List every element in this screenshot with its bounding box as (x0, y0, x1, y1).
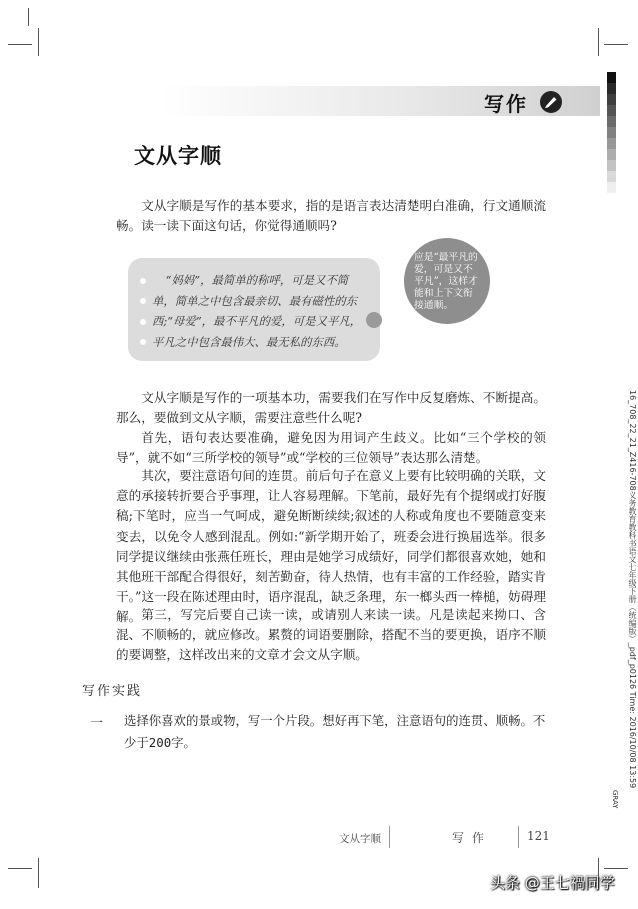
footer-divider (518, 826, 519, 848)
crop-mark (28, 8, 29, 26)
crop-mark (604, 44, 628, 45)
crop-mark (8, 868, 32, 869)
print-slug: 16_708_22_21_Z416-708义务教育教科书语文七年级下册（统编版）_pdf_p0126 Time: 2016/10/08 13:59 (628, 390, 637, 789)
lesson-title: 文从字顺 (134, 143, 222, 168)
page-number: 121 (527, 829, 550, 843)
color-swatch (607, 149, 616, 160)
example-line: 平凡之中包含最伟大、最无私的东西。 (152, 334, 346, 349)
exercise-text: 选择你喜欢的景或物，写一个片段。想好再下笔，注意语句的连贯、顺畅。不少于200字。 (124, 713, 546, 750)
color-swatch (607, 182, 616, 193)
crop-mark (604, 868, 628, 869)
color-swatch (607, 72, 616, 83)
footer-divider (389, 826, 390, 848)
bullet-dot (140, 298, 146, 304)
example-line: 单，简单之中包含最亲切、最有磁性的东 (152, 293, 358, 308)
body-paragraph: 其次，要注意语句间的连贯。前后句子在意义上要有比较明确的关联，文意的承接转折要合乎事理，让人容易理解。下笔前，最好先有个提纲或打好腹稿;下笔时，应当一气呵成，避免断断续续;叙述的人称或角度也不要随意变来变去，以免令人感到混乱。例如:“新学期开始了，班委会进行换届选举。很多同学提议继续由张燕任班长，理由是她学习成绩好，同学们都很喜欢她，她和其他班干部配合得很好，刻苦勤奋，待人热情，也有丰富的工作经验，踏实肯干。”这一段在陈述理由时，语序混乱，缺乏条理，东一榔头西一棒槌，妨碍理解。 (116, 468, 546, 625)
intro-paragraph: 文从字顺是写作的基本要求，指的是语言表达清楚明白准确，行文通顺流畅。读一读下面这句话，你觉得通顺吗? (116, 198, 546, 234)
gray-tag: GRAY (611, 790, 619, 809)
footer-section: 写作 (452, 831, 493, 845)
crop-mark (8, 44, 32, 45)
crop-mark (38, 858, 39, 888)
thought-bubble-small (366, 312, 382, 328)
exercise-number: 一 (90, 716, 104, 731)
example-line: 西;“母爱”，最不平凡的爱，可是又平凡， (152, 314, 362, 328)
color-swatch (607, 83, 616, 94)
color-swatch (607, 160, 616, 171)
watermark: 头条 @王七禍同学 (490, 874, 615, 892)
color-swatch (607, 116, 616, 127)
crop-mark (38, 28, 39, 56)
example-line: “妈妈”，最简单的称呼，可是又不简 (165, 273, 349, 287)
example-sentence (152, 270, 367, 352)
body-paragraph: 第三，写完后要自己读一读，或请别人来读一读。凡是读起来拗口、含混、不顺畅的，就应修改。累赘的词语要删除，搭配不当的要更换，语序不顺的要调整，这样改出来的文章才会文从字顺。 (116, 607, 546, 663)
color-swatch (607, 105, 616, 116)
bullet-dot (140, 319, 146, 325)
color-calibration-bar (607, 72, 616, 193)
color-swatch (607, 138, 616, 149)
color-swatch (607, 127, 616, 138)
bullet-dot (140, 339, 146, 345)
bubble-hint: 应是“最平凡的爱，可是又不平凡”，这样才能和上下文衔接通顺。 (414, 252, 478, 311)
color-swatch (607, 171, 616, 182)
body-paragraph: 文从字顺是写作的一项基本功，需要我们在写作中反复磨炼、不断提高。那么，要做到文从字顺，需要注意些什么呢? (116, 390, 546, 426)
crop-mark (598, 28, 599, 56)
practice-title: 写作实践 (82, 684, 143, 699)
footer-lesson: 文从字顺 (339, 833, 381, 845)
pen-icon (539, 90, 563, 114)
body-paragraph: 首先，语句表达要准确，避免因为用词产生歧义。比如“三个学校的领导”，就不如“三所学校的领导”或“学校的三位领导”表达那么清楚。 (116, 430, 546, 466)
header-band (160, 86, 600, 116)
bullet-dot (140, 278, 146, 284)
section-title: 写作 (484, 92, 528, 116)
color-swatch (607, 94, 616, 105)
